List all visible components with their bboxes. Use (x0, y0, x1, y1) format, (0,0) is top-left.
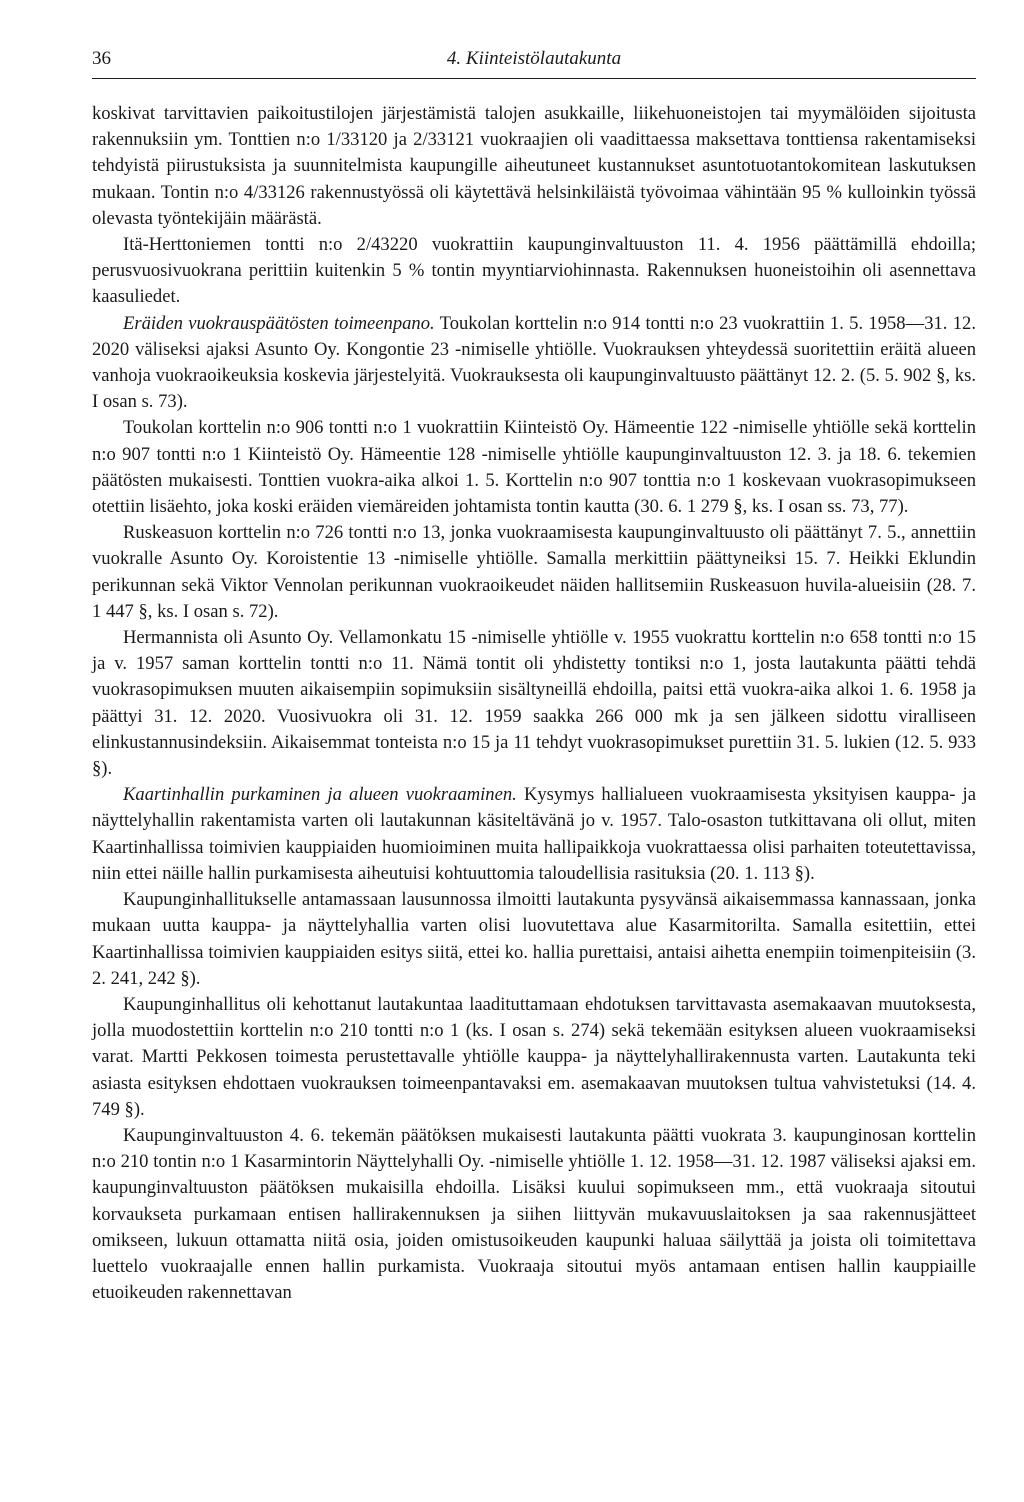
paragraph (92, 1123, 976, 1306)
paragraph-text: koskivat tarvittavien paikoitustilojen järjestämistä talojen asukkaille, liikehuoneistojen tai myymälöiden sijoitusta rakennuksiin ym. Tonttien n:o 1/33120 ja 2/33121 vuokraajien oli vaadittaessa maksettava tonttiensa rakentamiseksi tehdyistä piirustuksista ja suunnitelmista kaupungille aiheutuneet kustannukset asuntotuotantokomitean laskutuksen mukaan. Tontin n:o 4/33126 rakennustyössä oli käytettävä helsinkiläistä työvoimaa vähintään 95 % kulloinkin työssä olevasta työntekijäin määrästä. (92, 103, 976, 229)
paragraph-text: Kaupunginvaltuuston 4. 6. tekemän päätöksen mukaisesti lautakunta päätti vuokrata 3. kaupunginosan korttelin n:o 210 tontin n:o 1 Kasarmintorin Näyttelyhalli Oy. -nimiselle yhtiölle 1. 12. 1958—31. 12. 1987 väliseksi ajaksi em. kaupunginvaltuuston päätöksen mukaisilla ehdoilla. Lisäksi kuului sopimukseen mm., että vuokraaja sitoutui korvaukseta purkamaan entisen hallirakennuksen ja siihen liittyvän mukavuuslaitoksen ja saa rakennusjätteet omikseen, lukuun ottamatta niitä osia, joiden omistusoikeuden kaupunki haluaa säilyttää ja joista oli toimitettava luettelo vuokraajalle ennen hallin purkamista. Vuokraaja sitoutui myös antamaan entisen hallin kauppiaille etuoikeuden rakennettavan (92, 1124, 976, 1304)
paragraph (92, 625, 976, 782)
header-rule (92, 78, 976, 79)
paragraph-text: Toukolan korttelin n:o 906 tontti n:o 1 vuokrattiin Kiinteistö Oy. Hämeentie 122 -nimiselle yhtiölle sekä korttelin n:o 907 tontti n:o 1 Kiinteistö Oy. Hämeentie 128 -nimiselle yhtiölle kaupunginvaltuuston 12. 3. ja 18. 6. tekemien päätösten mukaisesti. Tonttien vuokra-aika alkoi 1. 5. Korttelin n:o 907 tonttia n:o 1 koskevaan vuokrasopimukseen otettiin lisäehto, joka koski eräiden viemäreiden johtamista tontin kautta (30. 6. 1 279 §, ks. I osan ss. 73, 77). (92, 417, 976, 518)
section-heading: Kaartinhallin purkaminen ja alueen vuokraaminen. (123, 784, 517, 806)
paragraph (92, 520, 976, 625)
paragraph (92, 232, 976, 311)
paragraph-text: Toukolan korttelin n:o 914 tontti n:o 23 vuokrattiin 1. 5. 1958—31. 12. 2020 väliseksi ajaksi Asunto Oy. Kongontie 23 -nimiselle yhtiölle. Vuokrauksen yhteydessä suoritettiin eräitä alueen vanhoja vuokraoikeuksia koskevia järjestelyitä. Vuokrauksesta oli kaupunginvaltuusto päättänyt 12. 2. (5. 5. 902 §, ks. I osan s. 73). (92, 312, 976, 413)
running-title: 4. Kiinteistölautakunta (446, 48, 622, 69)
paragraph (92, 887, 976, 992)
body-text (92, 101, 976, 1306)
paragraph-text: Hermannista oli Asunto Oy. Vellamonkatu 15 -nimiselle yhtiölle v. 1955 vuokrattu korttelin n:o 658 tontti n:o 15 ja v. 1957 saman korttelin tontti n:o 11. Nämä tontit oli yhdistetty tontiksi n:o 1, josta lautakunta päätti tehdä vuokrasopimuksen muuten aikaisempiin sopimuksiin sisältyneillä ehdoilla, paitsi että vuokra-aika alkoi 1. 6. 1958 ja päättyi 31. 12. 2020. Vuosivuokra oli 31. 12. 1959 saakka 266 000 mk ja sen jälkeen sidottu viralliseen elinkustannusindeksiin. Aikaisemmat tonteista n:o 15 ja 11 tehdyt vuokrasopimukset purettiin 31. 5. lukien (12. 5. 933 §). (92, 627, 976, 780)
paragraph-text: Ruskeasuon korttelin n:o 726 tontti n:o 13, jonka vuokraamisesta kaupunginvaltuusto oli päättänyt 7. 5., annettiin vuokralle Asunto Oy. Koroistentie 13 -nimiselle yhtiölle. Samalla merkittiin päättyneiksi 15. 7. Heikki Eklundin perikunnan sekä Viktor Vennolan perikunnan vuokraoikeudet näiden hallitsemiin Ruskeasuon huvila-alueisiin (28. 7. 1 447 §, ks. I osan s. 72). (92, 522, 976, 622)
paragraph-text: Kysymys hallialueen vuokraamisesta yksityisen kauppa- ja näyttelyhallin rakentamista varten oli lautakunnan käsiteltävänä jo v. 1957. Talo-osaston tutkittavana oli ollut, miten Kaartinhallissa toimivien kauppiaiden huomioiminen muita hallipaikkoja vuokrattaessa olisi parhaiten toteutettavissa, niin ettei näille hallin purkamisesta aiheutuisi kohtuuttomia taloudellisia rasituksia (20. 1. 113 §). (92, 784, 976, 884)
paragraph (92, 992, 976, 1123)
paragraph (92, 311, 976, 416)
paragraph-text: Itä-Herttoniemen tontti n:o 2/43220 vuokrattiin kaupunginvaltuuston 11. 4. 1956 päättämillä ehdoilla; perusvuosivuokrana perittiin kuitenkin 5 % tontin myyntiarviohinnasta. Rakennuksen huoneistoihin oli asennettava kaasuliedet. (92, 234, 976, 308)
paragraph (92, 415, 976, 520)
running-header (92, 48, 976, 78)
paragraph-text: Kaupunginhallitus oli kehottanut lautakuntaa laadituttamaan ehdotuksen tarvittavasta asemakaavan muutoksesta, jolla muodostettiin korttelin n:o 210 tontti n:o 1 (ks. I osan s. 274) sekä tekemään esityksen alueen vuokraamiseksi varat. Martti Pekkosen toimesta perustettavalle yhtiölle kauppa- ja näyttelyhallirakennusta varten. Lautakunta teki asiasta esityksen ehdottaen vuokrauksen toimeenpantavaksi em. asemakaavan muutoksen tultua vahvistetuksi (14. 4. 749 §). (92, 993, 976, 1120)
page-number: 36 (92, 48, 111, 69)
section-heading: Eräiden vuokrauspäätösten toimeenpano. (123, 312, 435, 334)
paragraph-text: Kaupunginhallitukselle antamassaan lausunnossa ilmoitti lautakunta pysyvänsä aikaisemmassa kannassaan, jonka mukaan uutta kauppa- ja näyttelyhallia varten olisi luovutettava alue Kasarmitorilta. Samalla esitettiin, ettei Kaartinhallissa toimivien kauppiaiden esitys siitä, ettei ko. hallia purettaisi, antaisi aihetta enempiin toimenpiteisiin (3. 2. 241, 242 §). (92, 889, 976, 989)
paragraph (92, 782, 976, 887)
document-page (92, 48, 976, 1306)
paragraph (92, 101, 976, 232)
